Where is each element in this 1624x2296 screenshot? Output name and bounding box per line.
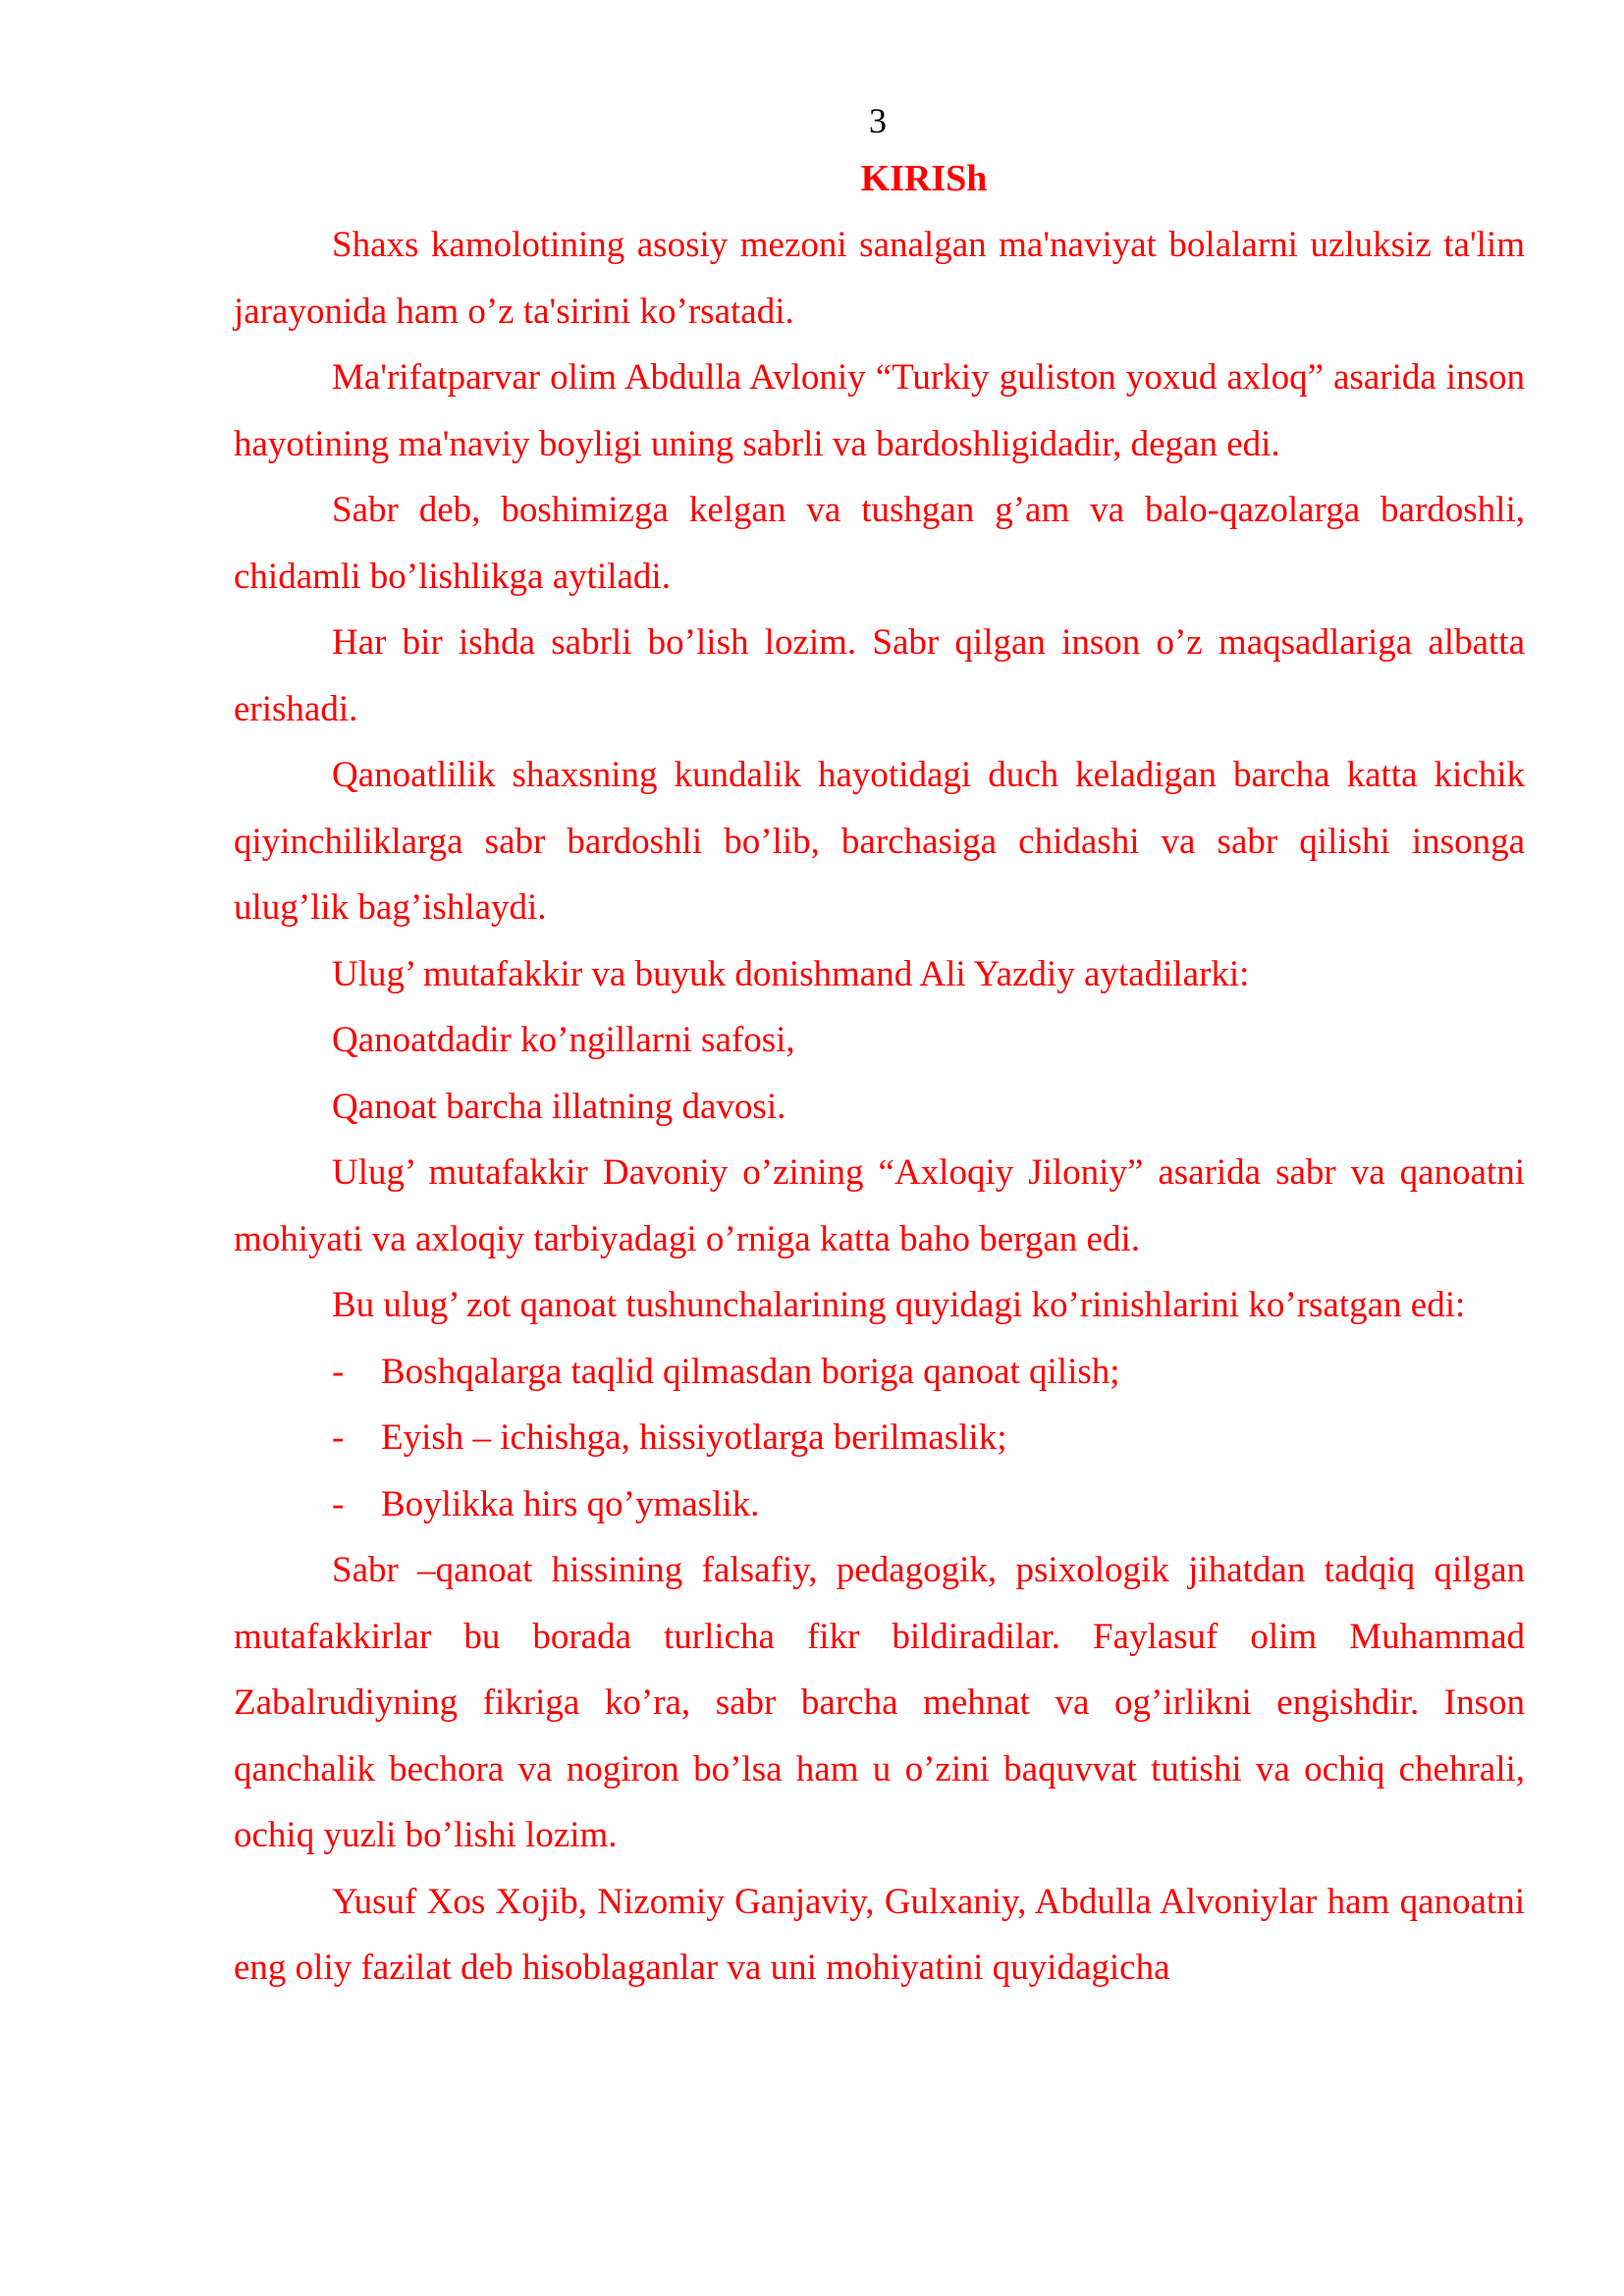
list-dash: - — [332, 1483, 345, 1524]
body-text — [234, 212, 1525, 2002]
paragraph-avloniy: Ma'rifatparvar olim Abdulla Avloniy “Turkiy guliston yoxud axloq” asarida inson hayotining ma'naviy boyligi uning sabrli va bardoshligidadir, degan edi. — [234, 357, 1525, 464]
paragraph-sabr-goal: Har bir ishda sabrli bo’lish lozim. Sabr qilgan inson o’z maqsadlariga albatta erishadi. — [234, 622, 1525, 729]
paragraph-intro: Shaxs kamolotining asosiy mezoni sanalgan ma'naviyat bolalarni uzluksiz ta'lim jarayonida ham o’z ta'sirini ko’rsatadi. — [234, 225, 1525, 332]
list-item — [234, 1405, 1525, 1471]
paragraph-yusuf-xos-xojib: Yusuf Xos Xojib, Nizomiy Ganjaviy, Gulxaniy, Abdulla Alvoniylar ham qanoatni eng oliy fazilat deb hisoblaganlar va uni mohiyatini quyidagicha — [234, 1881, 1525, 1988]
paragraph-sabr-definition: Sabr deb, boshimizga kelgan va tushgan g’am va balo-qazolarga bardoshli, chidamli bo’lishlikga aytiladi. — [234, 490, 1525, 597]
paragraph-davoniy: Ulug’ mutafakkir Davoniy o’zining “Axloqiy Jiloniy” asarida sabr va qanoatni mohiyati va axloqiy tarbiyadagi o’rniga katta baho bergan edi. — [234, 1152, 1525, 1259]
list-item-text: Eyish – ichishga, hissiyotlarga berilmaslik; — [381, 1417, 1007, 1458]
list-dash: - — [332, 1351, 345, 1392]
list-item — [234, 1471, 1525, 1538]
page-number: 3 — [869, 101, 887, 140]
verse-line: Qanoat barcha illatning davosi. — [332, 1086, 786, 1127]
paragraph-qanoatlilik: Qanoatlilik shaxsning kundalik hayotidagi duch keladigan barcha katta kichik qiyinchiliklarga sabr bardoshli bo’lib, barchasiga chidashi va sabr qilishi insonga ulug’lik bag’ishlaydi. — [234, 755, 1525, 928]
paragraph-qanoat-forms: Bu ulug’ zot qanoat tushunchalarining quyidagi ko’rinishlarini ko’rsatgan edi: — [332, 1285, 1466, 1325]
section-heading: KIRISh — [860, 158, 988, 199]
paragraph-ali-yazdiy: Ulug’ mutafakkir va buyuk donishmand Ali Yazdiy aytadilarki: — [332, 953, 1250, 994]
paragraph-mutafakkirlar: Sabr –qanoat hissining falsafiy, pedagogik, psixologik jihatdan tadqiq qilgan mutafakkirlar bu borada turlicha fikr bildiradilar. Faylasuf olim Muhammad Zabalrudiyning fikriga ko’ra, sabr barcha mehnat va og’irlikni engishdir. Inson qanchalik bechora va nogiron bo’lsa ham u o’zini baquvvat tutishi va ochiq chehrali, ochiq yuzli bo’lishi lozim. — [234, 1550, 1525, 1855]
verse-line: Qanoatdadir ko’ngillarni safosi, — [332, 1020, 795, 1060]
list-dash: - — [332, 1417, 345, 1458]
list-item — [234, 1339, 1525, 1406]
list-item-text: Boylikka hirs qo’ymaslik. — [381, 1483, 760, 1524]
qanoat-list — [234, 1339, 1525, 1538]
list-item-text: Boshqalarga taqlid qilmasdan boriga qanoat qilish; — [381, 1351, 1120, 1392]
